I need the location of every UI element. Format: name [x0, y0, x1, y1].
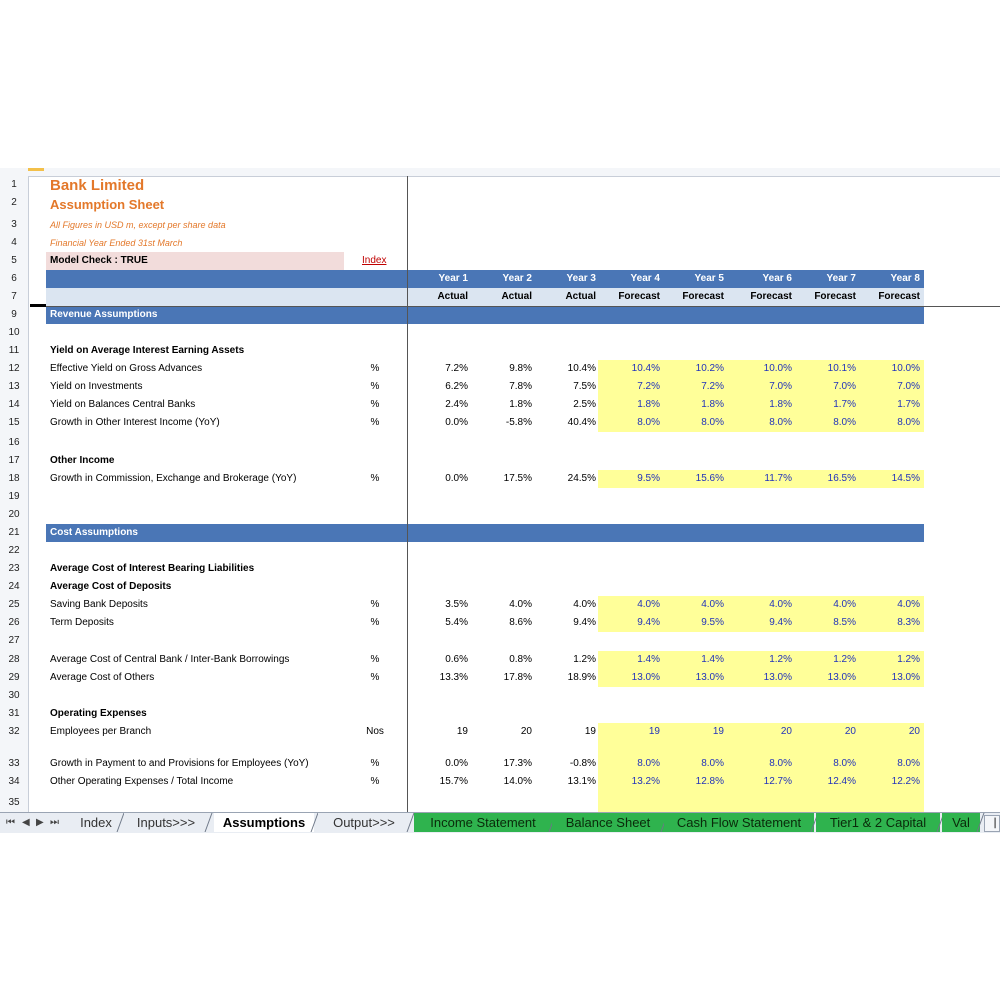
select-all-corner[interactable] [28, 168, 44, 171]
data-cell[interactable]: 5.4% [445, 617, 468, 628]
revenue-section-band [46, 306, 924, 324]
data-cell[interactable]: 8.0% [701, 417, 724, 428]
data-cell[interactable]: 8.0% [897, 758, 920, 769]
column-header-bar[interactable] [0, 168, 1000, 177]
sheet-tab[interactable]: Balance Sheet [552, 813, 664, 832]
data-cell[interactable]: 7.5% [573, 381, 596, 392]
year-header: Year 7 [826, 273, 856, 284]
data-cell[interactable]: 1.8% [769, 399, 792, 410]
data-cell[interactable]: 14.0% [503, 776, 532, 787]
row-number[interactable]: 35 [8, 797, 20, 808]
year-header: Year 8 [890, 273, 920, 284]
year-header: Year 1 [438, 273, 468, 284]
data-cell[interactable]: 19 [712, 726, 724, 737]
data-cell[interactable]: 8.5% [833, 617, 856, 628]
year-type: Actual [501, 291, 532, 302]
freeze-pane-vertical [407, 176, 408, 812]
sheet-tab[interactable]: Tier1 & 2 Capital [816, 813, 940, 832]
data-cell[interactable]: 4.0% [701, 599, 724, 610]
year-type: Forecast [682, 291, 724, 302]
data-cell[interactable]: 1.7% [833, 399, 856, 410]
data-cell[interactable]: 13.0% [631, 672, 660, 683]
next-sheet-icon[interactable]: ▶ [36, 817, 44, 828]
row-unit: Nos [366, 726, 384, 737]
data-cell[interactable]: 8.6% [509, 617, 532, 628]
row-number[interactable]: 7 [11, 291, 17, 302]
row-number[interactable]: 15 [8, 417, 20, 428]
sheet-title: Bank Limited [50, 177, 145, 194]
active-cell-marker [30, 304, 46, 307]
row-number[interactable]: 25 [8, 599, 20, 610]
data-cell[interactable]: 17.8% [503, 672, 532, 683]
data-cell[interactable]: 12.8% [695, 776, 724, 787]
data-cell[interactable]: 7.2% [701, 381, 724, 392]
sheet-tab[interactable]: Income Statement [414, 813, 552, 832]
model-check: Model Check : TRUE [50, 255, 148, 266]
data-cell[interactable]: 19 [456, 726, 468, 737]
row-label: Term Deposits [50, 617, 114, 628]
revenue-section-label: Revenue Assumptions [50, 309, 158, 320]
row-number[interactable]: 22 [8, 545, 20, 556]
row-label: Growth in Commission, Exchange and Brokerage (YoY) [50, 473, 297, 484]
data-cell[interactable]: 13.2% [631, 776, 660, 787]
row-unit: % [370, 599, 380, 610]
data-cell[interactable]: 19 [584, 726, 596, 737]
data-cell[interactable]: 9.5% [637, 473, 660, 484]
year-header: Year 5 [694, 273, 724, 284]
data-cell[interactable]: 1.4% [701, 654, 724, 665]
data-cell[interactable]: 20 [908, 726, 920, 737]
data-cell[interactable]: 1.2% [833, 654, 856, 665]
row-unit: % [370, 776, 380, 787]
data-cell[interactable]: 4.0% [833, 599, 856, 610]
row-unit: % [370, 381, 380, 392]
data-cell[interactable]: 7.0% [769, 381, 792, 392]
data-cell[interactable]: 10.4% [631, 363, 660, 374]
year-header: Year 4 [630, 273, 660, 284]
data-cell[interactable]: 16.5% [827, 473, 856, 484]
row-label: Average Cost of Central Bank / Inter-Bank Borrowings [50, 654, 290, 665]
data-cell[interactable]: 8.3% [897, 617, 920, 628]
row-number[interactable]: 28 [8, 654, 20, 665]
spreadsheet-grid[interactable] [0, 168, 1000, 832]
row-number[interactable]: 30 [8, 690, 20, 701]
data-cell[interactable]: 18.9% [567, 672, 596, 683]
data-cell[interactable]: 0.0% [445, 473, 468, 484]
data-cell[interactable]: 14.5% [891, 473, 920, 484]
cost-section-label: Cost Assumptions [50, 527, 138, 538]
row-number[interactable]: 33 [8, 758, 20, 769]
data-cell[interactable]: 7.0% [833, 381, 856, 392]
row-label: Growth in Other Interest Income (YoY) [50, 417, 220, 428]
data-cell[interactable]: 19 [648, 726, 660, 737]
row-unit: % [370, 399, 380, 410]
data-cell[interactable]: 9.4% [769, 617, 792, 628]
row-label: Growth in Payment to and Provisions for Employees (YoY) [50, 758, 309, 769]
prev-sheet-icon[interactable]: ◀ [22, 817, 30, 828]
forecast-input-block [598, 794, 924, 812]
year-type: Actual [437, 291, 468, 302]
row-number[interactable]: 20 [8, 509, 20, 520]
data-cell[interactable]: -0.8% [569, 758, 596, 769]
data-cell[interactable]: 6.2% [445, 381, 468, 392]
data-cell[interactable]: 4.0% [573, 599, 596, 610]
row-unit: % [370, 758, 380, 769]
row-label: Average Cost of Others [50, 672, 155, 683]
data-cell[interactable]: 17.5% [503, 473, 532, 484]
heading-other-income: Other Income [50, 455, 115, 466]
row-number-strip[interactable] [0, 176, 29, 812]
sheet-tab[interactable]: Output>>> [318, 813, 410, 832]
row-label: Other Operating Expenses / Total Income [50, 776, 234, 787]
data-cell[interactable]: 9.8% [509, 363, 532, 374]
row-unit: % [370, 617, 380, 628]
year-type: Forecast [878, 291, 920, 302]
sheet-tab[interactable]: Cash Flow Statement [664, 813, 814, 832]
data-cell[interactable]: 10.0% [891, 363, 920, 374]
data-cell[interactable]: 10.4% [567, 363, 596, 374]
data-cell[interactable]: 4.0% [897, 599, 920, 610]
data-cell[interactable]: 1.2% [769, 654, 792, 665]
data-cell[interactable]: 7.8% [509, 381, 532, 392]
data-cell[interactable]: 0.8% [509, 654, 532, 665]
data-cell[interactable]: 8.0% [637, 758, 660, 769]
year-type: Actual [565, 291, 596, 302]
data-cell[interactable]: 12.4% [827, 776, 856, 787]
data-cell[interactable]: 15.6% [695, 473, 724, 484]
data-cell[interactable]: 2.4% [445, 399, 468, 410]
data-cell[interactable]: 40.4% [567, 417, 596, 428]
data-cell[interactable]: 7.0% [897, 381, 920, 392]
data-cell[interactable]: 1.4% [637, 654, 660, 665]
heading-avg-cost-deposits: Average Cost of Deposits [50, 581, 172, 592]
row-number[interactable]: 14 [8, 399, 20, 410]
data-cell[interactable]: 8.0% [769, 758, 792, 769]
row-number[interactable]: 23 [8, 563, 20, 574]
row-unit: % [370, 672, 380, 683]
row-label: Saving Bank Deposits [50, 599, 148, 610]
row-label: Yield on Balances Central Banks [50, 399, 196, 410]
row-number[interactable]: 1 [11, 179, 17, 190]
data-cell[interactable]: 8.0% [833, 417, 856, 428]
row-number[interactable]: 9 [11, 309, 17, 320]
row-unit: % [370, 473, 380, 484]
heading-avg-cost-ibl: Average Cost of Interest Bearing Liabilities [50, 563, 255, 574]
units-note: All Figures in USD m, except per share data [50, 220, 226, 230]
year-type: Forecast [618, 291, 660, 302]
data-cell[interactable]: 4.0% [637, 599, 660, 610]
data-cell[interactable]: 10.2% [695, 363, 724, 374]
row-unit: % [370, 654, 380, 665]
year-header: Year 6 [762, 273, 792, 284]
row-number[interactable]: 29 [8, 672, 20, 683]
sheet-tab[interactable]: Inputs>>> [124, 813, 208, 832]
sheet-tab-bar [0, 812, 1000, 833]
row-number[interactable]: 12 [8, 363, 20, 374]
row-number[interactable]: 6 [11, 273, 17, 284]
data-cell[interactable]: 1.8% [509, 399, 532, 410]
cost-section-band [46, 524, 924, 542]
data-cell[interactable]: 13.0% [695, 672, 724, 683]
row-number[interactable]: 32 [8, 726, 20, 737]
data-cell[interactable]: 13.0% [891, 672, 920, 683]
row-number[interactable]: 2 [11, 197, 17, 208]
data-cell[interactable]: 9.4% [573, 617, 596, 628]
row-number[interactable]: 27 [8, 635, 20, 646]
data-cell[interactable]: 13.0% [827, 672, 856, 683]
data-cell[interactable]: 11.7% [764, 473, 792, 484]
data-cell[interactable]: 9.5% [701, 617, 724, 628]
row-number[interactable]: 16 [8, 437, 20, 448]
freeze-pane-horizontal [44, 306, 1000, 307]
data-cell[interactable]: 0.0% [445, 417, 468, 428]
row-number[interactable]: 17 [8, 455, 20, 466]
data-cell[interactable]: 4.0% [509, 599, 532, 610]
row-label: Effective Yield on Gross Advances [50, 363, 203, 374]
data-cell[interactable]: 1.8% [637, 399, 660, 410]
row-number[interactable]: 34 [8, 776, 20, 787]
year-header: Year 3 [566, 273, 596, 284]
sheet-tab[interactable]: Val [942, 813, 980, 832]
row-number[interactable]: 21 [8, 527, 20, 538]
data-cell[interactable]: 12.7% [763, 776, 792, 787]
row-number[interactable]: 4 [11, 237, 17, 248]
data-cell[interactable]: 9.4% [637, 617, 660, 628]
data-cell[interactable]: -5.8% [505, 417, 532, 428]
row-number[interactable]: 3 [11, 219, 17, 230]
row-number[interactable]: 24 [8, 581, 20, 592]
last-sheet-icon[interactable]: ⏭ [50, 817, 59, 828]
data-cell[interactable]: 1.8% [701, 399, 724, 410]
data-cell[interactable]: 10.1% [827, 363, 856, 374]
index-link[interactable]: Index [362, 255, 387, 266]
year-type: Forecast [750, 291, 792, 302]
data-cell[interactable]: 20 [520, 726, 532, 737]
data-cell[interactable]: 1.2% [573, 654, 596, 665]
row-number[interactable]: 10 [8, 327, 20, 338]
year-type: Forecast [814, 291, 856, 302]
data-cell[interactable]: 7.2% [637, 381, 660, 392]
sheet-subtitle: Assumption Sheet [50, 197, 165, 212]
row-number[interactable]: 31 [8, 708, 20, 719]
sheet-tab[interactable]: Assumptions [214, 813, 314, 832]
row-number[interactable]: 13 [8, 381, 20, 392]
row-number[interactable]: 11 [8, 345, 20, 356]
data-cell[interactable]: 20 [844, 726, 856, 737]
data-cell[interactable]: 13.3% [439, 672, 468, 683]
row-label: Employees per Branch [50, 726, 152, 737]
data-cell[interactable]: 1.7% [897, 399, 920, 410]
tab-scroll-icon[interactable]: ▕ [984, 815, 1000, 832]
row-unit: % [370, 417, 380, 428]
data-cell[interactable]: 7.2% [445, 363, 468, 374]
data-cell[interactable]: 10.0% [763, 363, 792, 374]
data-cell[interactable]: 8.0% [897, 417, 920, 428]
year-header: Year 2 [502, 273, 532, 284]
row-label: Yield on Investments [50, 381, 143, 392]
row-unit: % [370, 363, 380, 374]
data-cell[interactable]: 2.5% [573, 399, 596, 410]
data-cell[interactable]: 13.0% [763, 672, 792, 683]
data-cell[interactable]: 8.0% [833, 758, 856, 769]
data-cell[interactable]: 0.6% [445, 654, 468, 665]
data-cell[interactable]: 1.2% [897, 654, 920, 665]
data-cell[interactable]: 3.5% [445, 599, 468, 610]
sheet-tab[interactable]: Index [72, 813, 120, 832]
data-cell[interactable]: 8.0% [701, 758, 724, 769]
data-cell[interactable]: 17.3% [503, 758, 532, 769]
data-cell[interactable]: 8.0% [637, 417, 660, 428]
heading-yield: Yield on Average Interest Earning Assets [50, 345, 245, 356]
data-cell[interactable]: 13.1% [567, 776, 596, 787]
data-cell[interactable]: 8.0% [769, 417, 792, 428]
row-number[interactable]: 19 [8, 491, 20, 502]
row-number[interactable]: 5 [11, 255, 17, 266]
data-cell[interactable]: 24.5% [567, 473, 596, 484]
data-cell[interactable]: 4.0% [769, 599, 792, 610]
heading-operating-expenses: Operating Expenses [50, 708, 147, 719]
data-cell[interactable]: 0.0% [445, 758, 468, 769]
year-note: Financial Year Ended 31st March [50, 238, 183, 248]
row-number[interactable]: 18 [8, 473, 20, 484]
row-number[interactable]: 26 [8, 617, 20, 628]
data-cell[interactable]: 15.7% [439, 776, 468, 787]
first-sheet-icon[interactable]: ⏮ [6, 817, 15, 828]
data-cell[interactable]: 20 [780, 726, 792, 737]
data-cell[interactable]: 12.2% [891, 776, 920, 787]
